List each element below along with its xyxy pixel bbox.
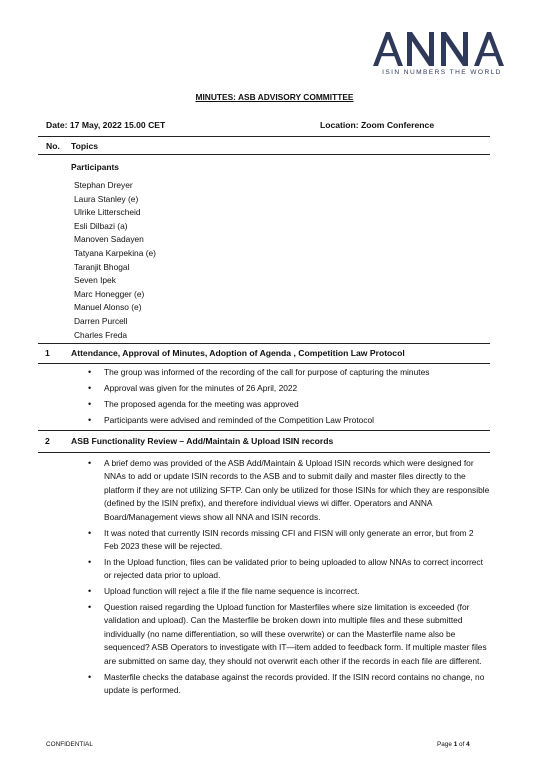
bullet-item: • A brief demo was provided of the ASB Add/Maintain & Upload ISIN records which were designed for NNAs to add or update ISIN records to the ASB and to submit daily and master files directly to the platform if they are not utilizing SFTP. Can only be utilized for those ISINs for which they are responsible (defined by the ISIN prefix), and therefore individual views wi differ. Operators and ANNA Board/Management views show all NNA and ISIN records. bbox=[88, 457, 490, 524]
participant: Charles Freda bbox=[74, 329, 128, 340]
footer-confidential: CONFIDENTIAL bbox=[46, 741, 93, 748]
divider bbox=[38, 154, 490, 155]
footer-page-number bbox=[437, 741, 470, 748]
section-1-bullets bbox=[88, 366, 508, 430]
page-total: 4 bbox=[466, 741, 470, 748]
divider bbox=[38, 136, 490, 137]
bullet-item: • Question raised regarding the Upload function for Masterfiles where size limitation is exceeded (for validation and upload). Can the Masterfile be broken down into multiple files and these submitted individually (no name differentiation, so will these overwrite) or can the Masterfile name also be sequenced? ASB Operators to investigate with IT—item added to feedback form. If multiple master files are submitted on same day, they should not overwrit each other if the records in each file are different. bbox=[88, 601, 490, 668]
document-title: MINUTES: ASB ADVISORY COMMITTEE bbox=[195, 92, 354, 102]
column-header-topics: Topics bbox=[71, 141, 99, 151]
section-number: 1 bbox=[45, 348, 50, 358]
participant: Seven Ipek bbox=[74, 275, 116, 286]
column-header-no: No. bbox=[46, 141, 60, 151]
participant: Tatyana Karpekina (e) bbox=[74, 247, 156, 258]
participant: Marc Honegger (e) bbox=[74, 288, 145, 299]
bullet-item: • The proposed agenda for the meeting was approved bbox=[88, 398, 508, 411]
participant: Ulrike Litterscheid bbox=[74, 207, 141, 218]
page-prefix: Page bbox=[437, 741, 454, 748]
bullet-item: • Masterfile checks the database against the records provided. If the ISIN record contains no change, no update is performed. bbox=[88, 671, 490, 698]
anna-logo bbox=[371, 30, 513, 80]
participant: Darren Purcell bbox=[74, 315, 128, 326]
participants-list bbox=[74, 179, 156, 342]
participant: Stephan Dreyer bbox=[74, 180, 133, 190]
meeting-date: Date: 17 May, 2022 15.00 CET bbox=[46, 120, 166, 130]
bullet-item: • In the Upload function, files can be validated prior to being uploaded to allow NNAs to correct incorrect or rejected data prior to upload. bbox=[88, 556, 490, 583]
section-title: Attendance, Approval of Minutes, Adoption of Agenda , Competition Law Protocol bbox=[71, 348, 405, 358]
anna-logo-mark bbox=[371, 30, 513, 70]
section-number: 2 bbox=[45, 436, 50, 446]
page-current: 1 bbox=[453, 741, 458, 748]
bullet-item: • Upload function will reject a file if the file name sequence is incorrect. bbox=[88, 585, 490, 598]
participants-heading: Participants bbox=[71, 162, 119, 172]
participant: Esli Dilbazi (a) bbox=[74, 220, 128, 231]
divider bbox=[38, 430, 490, 431]
bullet-item: • It was noted that currently ISIN records missing CFI and FISN will only generate an error, but from 2 Feb 2023 these will be rejected. bbox=[88, 527, 490, 554]
bullet-item: • Approval was given for the minutes of 26 April, 2022 bbox=[88, 382, 508, 395]
divider bbox=[38, 343, 490, 344]
participant: Taranjit Bhogal bbox=[74, 261, 130, 272]
participant: Laura Stanley (e) bbox=[74, 193, 139, 204]
bullet-item: • The group was informed of the recording of the call for purpose of capturing the minutes bbox=[88, 366, 508, 379]
page-separator: of bbox=[457, 741, 467, 748]
participant: Manuel Alonso (e) bbox=[74, 302, 142, 313]
section-2-bullets bbox=[88, 457, 490, 700]
bullet-item: • Participants were advised and reminded of the Competition Law Protocol bbox=[88, 414, 508, 427]
participant: Manoven Sadayen bbox=[74, 234, 144, 245]
logo-tagline: ISIN NUMBERS THE WORLD bbox=[382, 69, 502, 76]
meeting-location: Location: Zoom Conference bbox=[320, 120, 435, 130]
section-title: ASB Functionality Review – Add/Maintain & Upload ISIN records bbox=[71, 436, 334, 446]
divider bbox=[38, 363, 490, 364]
divider bbox=[38, 452, 490, 453]
